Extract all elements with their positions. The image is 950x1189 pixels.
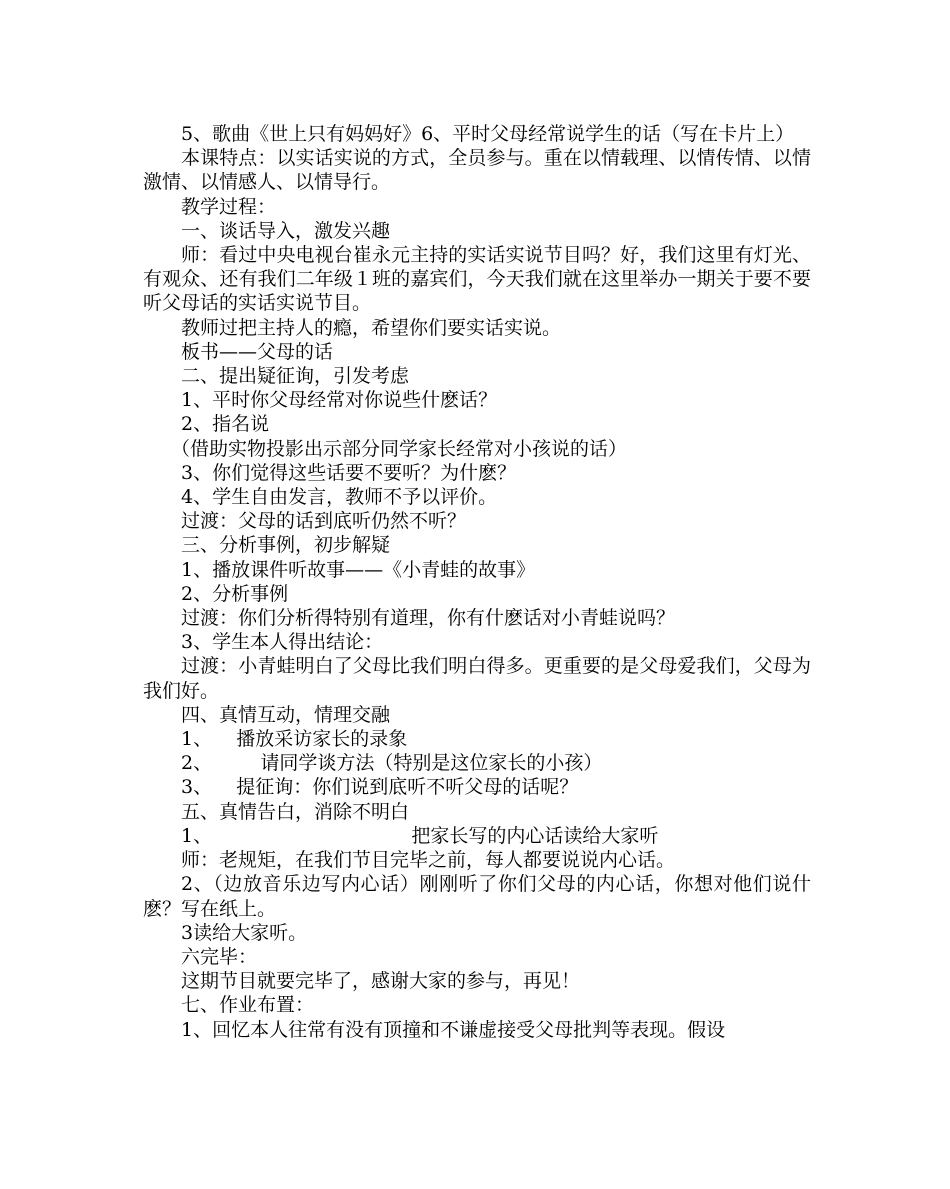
- document-page: [143, 122, 811, 1042]
- section-heading-6: 六完毕：: [181, 945, 258, 968]
- list-item: 2、指名说: [181, 413, 270, 436]
- section-heading-7: 七、作业布置：: [181, 994, 315, 1017]
- list-item: 1、 把家长写的内心话读给大家听: [181, 824, 659, 847]
- list-item: 2、（边放音乐边写内心话）刚刚听了你们父母的内心话，你想对他们说什麽？写在纸上。: [143, 873, 811, 920]
- paragraph-transition: 过渡：父母的话到底听仍然不听？: [181, 510, 467, 533]
- list-item: 3、学生本人得出结论：: [181, 631, 384, 654]
- section-heading-1: 一、谈话导入，激发兴趣: [181, 219, 391, 242]
- paragraph-blackboard: 板书——父母的话: [181, 340, 334, 363]
- list-item: 2、分析事例: [181, 582, 289, 605]
- section-heading-2: 二、提出疑征询，引发考虑: [181, 365, 410, 388]
- section-heading-4: 四、真情互动，情理交融: [181, 703, 391, 726]
- paragraph-materials: 5、歌曲《世上只有妈妈好》6、平时父母经常说学生的话（写在卡片上）: [181, 123, 795, 145]
- section-heading-3: 三、分析事例，初步解疑: [181, 534, 391, 557]
- list-item: 1、 播放采访家长的录象: [181, 728, 408, 751]
- paragraph-teacher-closing: 师：老规矩，在我们节目完毕之前，每人都要说说内心话。: [181, 849, 676, 872]
- list-item: 2、 请同学谈方法（特别是这位家长的小孩）: [181, 752, 603, 775]
- paragraph-projection-note: （借助实物投影出示部分同学家长经常对小孩说的话）: [171, 437, 628, 460]
- paragraph-farewell: 这期节目就要完毕了，感谢大家的参与，再见！: [181, 970, 581, 993]
- list-item: 3、 提征询：你们说到底听不听父母的话呢？: [181, 776, 579, 799]
- paragraph-teacher-intro: 师：看过中央电视台崔永元主持的实话实说节目吗？好，我们这里有灯光、有观众、还有我们二年级１班的嘉宾们，今天我们就在这里举办一期关于要不要听父母话的实话实说节目。: [143, 244, 811, 315]
- heading-teaching-process: 教学过程：: [181, 195, 277, 218]
- paragraph-transition: 过渡：小青蛙明白了父母比我们明白得多。更重要的是父母爱我们，父母为我们好。: [143, 655, 811, 702]
- paragraph-lesson-features: 本课特点：以实话实说的方式，全员参与。重在以情载理、以情传情、以情激情、以情感人、以情导行。: [143, 147, 811, 194]
- paragraph-host: 教师过把主持人的瘾，希望你们要实话实说。: [181, 316, 562, 339]
- list-item: 3、你们觉得这些话要不要听？为什麽？: [181, 461, 517, 484]
- list-item: 1、回忆本人往常有没有顶撞和不谦虚接受父母批判等表现。假设: [181, 1018, 726, 1041]
- list-item: 3读给大家听。: [181, 921, 308, 944]
- list-item: 4、学生自由发言，教师不予以评价。: [181, 486, 498, 509]
- section-heading-5: 五、真情告白，消除不明白: [181, 800, 410, 823]
- paragraph-transition: 过渡：你们分析得特别有道理，你有什麽话对小青蛙说吗？: [181, 607, 676, 630]
- list-item: 1、播放课件听故事——《小青蛙的故事》: [181, 558, 536, 581]
- list-item: 1、平时你父母经常对你说些什麽话？: [181, 389, 498, 412]
